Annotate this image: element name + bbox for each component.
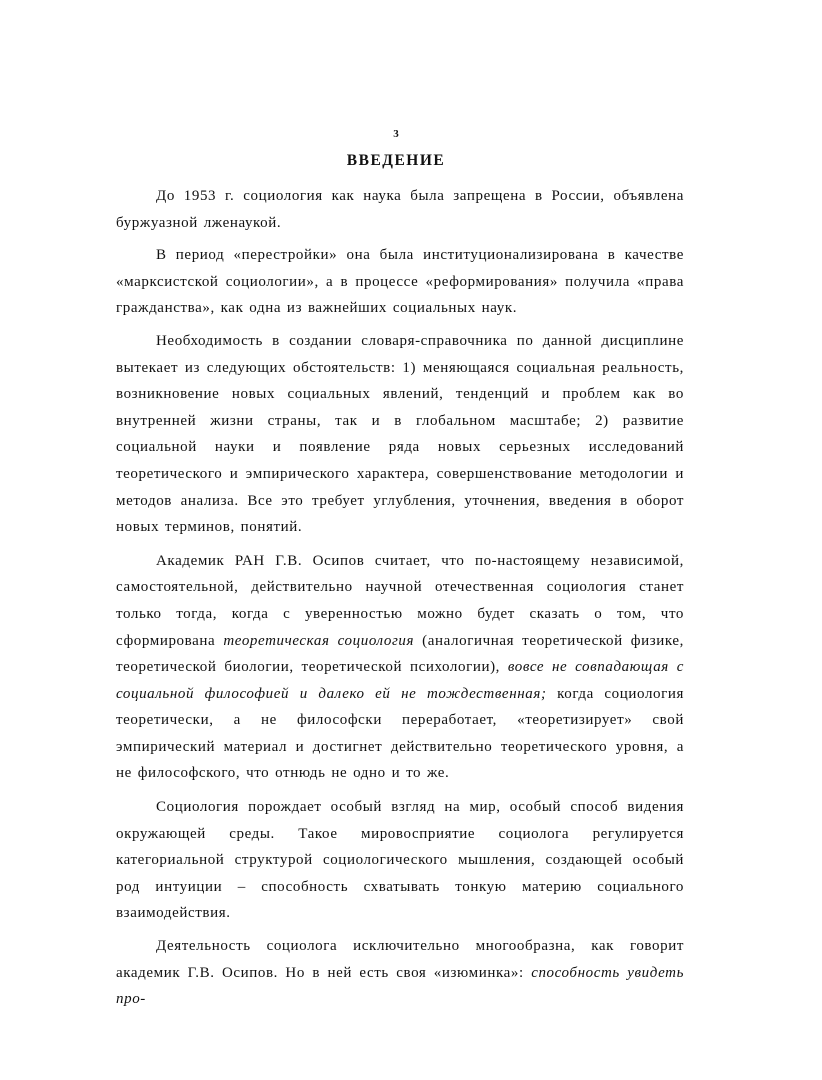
paragraph-6 (116, 933, 684, 1013)
paragraph-4-text-2: (аналогичная теоретической физике, теоретической биологии, теоретической психологии), (116, 632, 684, 676)
paragraph-4-text-1: Академик РАН Г.В. Осипов считает, что по-настоящему независимой, самостоятельной, действительно научной отечественная социология станет только тогда, когда с уверенностью можно будет сказать о том, что сформирована (116, 552, 684, 649)
body-text (116, 183, 684, 1013)
paragraph-4-italic-2: вовсе не совпадающая с социальной философией и далеко ей не тождественная; (116, 659, 684, 702)
paragraph-6-text-1: Деятельность социолога исключительно многообразна, как говорит академик Г.В. Осипов. Но в ней есть своя «изюминка»: (116, 938, 684, 981)
paragraph-5: Социология порождает особый взгляд на мир, особый способ видения окружающей среды. Такое мировосприятие социолога регулируется категориальной структурой социологического мышления, создающей особый род интуиции – способность схватывать тонкую материю социального взаимодействия. (116, 799, 684, 922)
paragraph-1: До 1953 г. социология как наука была запрещена в России, объявлена буржуазной лженаукой. (116, 188, 684, 231)
paragraph-2: В период «перестройки» она была институционализирована в качестве «марксистской социологии», а в процессе «реформирования» получила «права гражданства», как одна из важнейших социальных наук. (116, 247, 684, 317)
page-number: 3 (393, 128, 399, 140)
paragraph-4-italic-1: теоретическая социология (223, 632, 415, 649)
page-title: ВВЕДЕНИЕ (346, 152, 446, 169)
paragraph-3: Необходимость в создании словаря-справочника по данной дисциплине вытекает из следующих обстоятельств: 1) меняющаяся социальная реальность, возникновение новых социальных явлений, тенденций и проблем как во внутренней жизни страны, так и в глобальном масштабе; 2) развитие социальной науки и появление ряда новых серьезных исследований теоретического и эмпирического характера, совершенствование методологии и методов анализа. Все это требует углубления, уточнения, введения в оборот новых терминов, понятий. (116, 332, 684, 536)
paragraph-4 (116, 548, 684, 787)
paragraph-6-italic-1: способность увидеть про- (116, 964, 684, 1008)
paragraph-4-text-3: когда социология теоретически, а не философски переработает, «теоретизирует» свой эмпирический материал и достигнет действительно теоретического уровня, а не философского, что отнюдь не одно и то же. (116, 685, 685, 782)
